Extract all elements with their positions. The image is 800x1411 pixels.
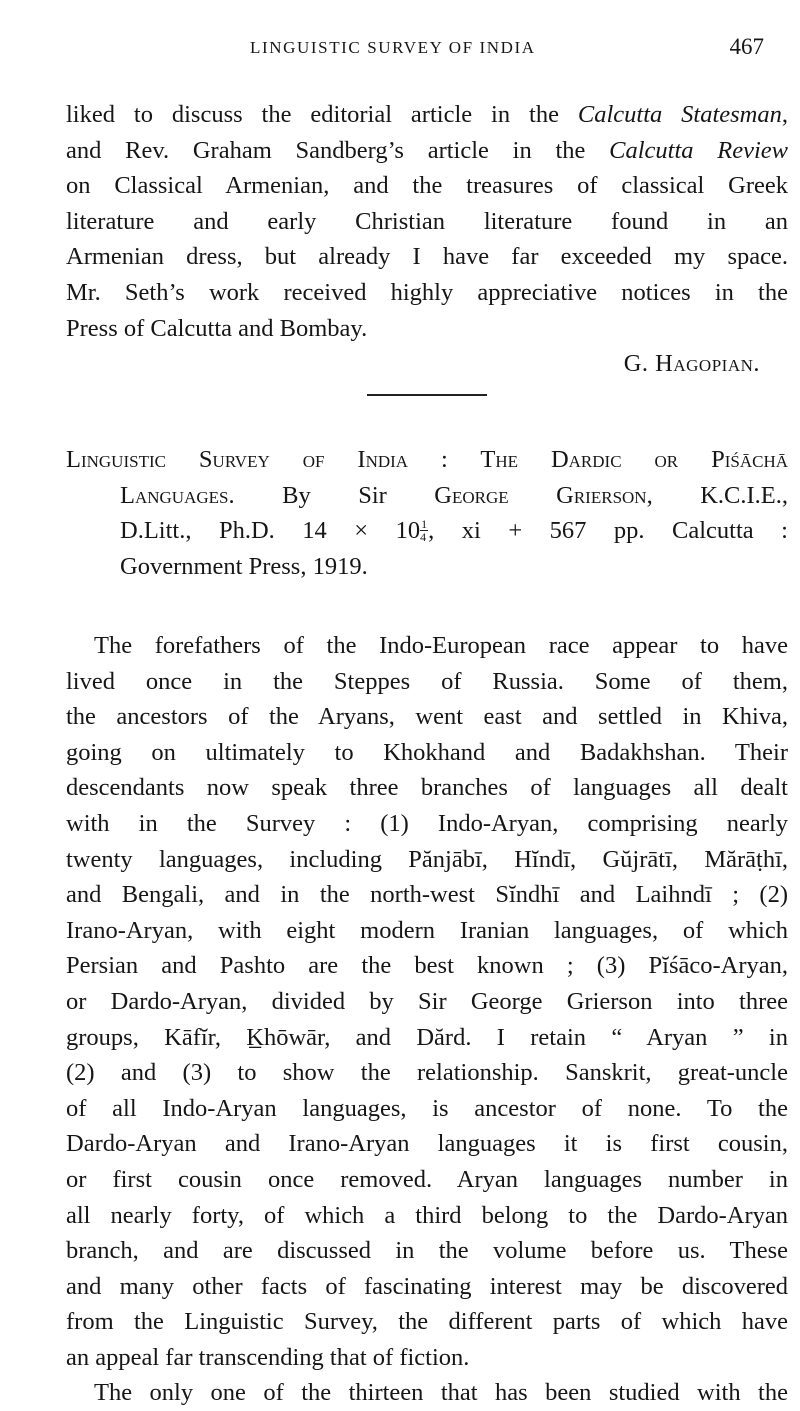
review-body xyxy=(66,628,788,1411)
italic-title: Calcutta Statesman xyxy=(577,101,782,128)
text-line: or first cousin once removed. Aryan languages number in xyxy=(66,1165,788,1193)
reviewer-signature: G. Hagopian. xyxy=(623,350,760,377)
text-line: The forefathers of the Indo-European race appear to have xyxy=(94,632,788,659)
citation-line: Government Press, 1919. xyxy=(120,552,368,580)
citation-line: Languages. By Sir George Grierson, K.C.I.E., xyxy=(120,481,789,509)
author-name: George Grierson xyxy=(434,481,647,509)
previous-review-conclusion xyxy=(66,97,788,346)
text-line: of all Indo-Aryan languages, is ancestor of none. To the xyxy=(66,1094,788,1122)
page-number: 467 xyxy=(729,34,764,59)
text-line: Persian and Pashto are the best known ; (3) Pĭśāco-Aryan, xyxy=(66,952,788,980)
section-divider-rule xyxy=(367,394,487,396)
italic-title: Calcutta Review xyxy=(609,136,789,164)
text-line: and Rev. Graham Sandberg’s article in the Calcutta Review xyxy=(66,136,789,164)
citation-line: D.Litt., Ph.D. 14 × 10 $\frac{1}{4}$ , xi + 567 pp. Calcutta : xyxy=(120,517,788,545)
text-line: liked to discuss the editorial article in the Calcutta Statesman, xyxy=(66,101,788,128)
text-line: from the Linguistic Survey, the different parts of which have xyxy=(66,1308,788,1336)
citation-title-line: Linguistic Survey of India : The Dardic or Piśāchā xyxy=(66,446,788,473)
text-line: descendants now speak three branches of languages all dealt xyxy=(66,774,788,802)
text-line: or Dardo-Aryan, divided by Sir George Grierson into three xyxy=(66,987,788,1015)
text-line: the ancestors of the Aryans, went east and settled in Khiva, xyxy=(66,703,788,731)
text-line: literature and early Christian literature found in an xyxy=(66,207,788,235)
text-line: an appeal far transcending that of fiction. xyxy=(66,1343,470,1371)
text-line: lived once in the Steppes of Russia. Some of them, xyxy=(66,667,788,695)
text-line: all nearly forty, of which a third belong to the Dardo-Aryan xyxy=(66,1201,788,1229)
text-line: with in the Survey : (1) Indo-Aryan, comprising nearly xyxy=(66,809,788,837)
text-line: going on ultimately to Khokhand and Badakhshan. Their xyxy=(66,738,788,766)
text-line: and Bengali, and in the north-west Sĭndhī and Laihndī ; (2) xyxy=(66,881,788,909)
text-line: twenty languages, including Pănjābī, Hĭndī, Gŭjrātī, Mărāṭhī, xyxy=(66,845,788,873)
text-line: and many other facts of fascinating interest may be discovered xyxy=(66,1272,788,1300)
text-line: Dardo-Aryan and Irano-Aryan languages it is first cousin, xyxy=(66,1130,788,1158)
running-header xyxy=(0,34,800,64)
book-citation xyxy=(66,442,788,584)
text-line: The only one of the thirteen that has been studied with the xyxy=(94,1379,788,1407)
text-line: on Classical Armenian, and the treasures of classical Greek xyxy=(66,172,788,200)
fraction: $\frac{1}{4}$ xyxy=(420,517,428,545)
text-line: Press of Calcutta and Bombay. xyxy=(66,314,368,342)
running-title: LINGUISTIC SURVEY OF INDIA xyxy=(250,38,536,57)
text-line: Mr. Seth’s work received highly appreciative notices in the xyxy=(66,278,788,306)
text-line: Irano-Aryan, with eight modern Iranian languages, of which xyxy=(66,916,788,944)
text-line: groups, Kāfĭr, K̲hōwār, and Dărd. I retain “ Aryan ” in xyxy=(66,1023,788,1051)
text-line: Armenian dress, but already I have far exceeded my space. xyxy=(66,243,788,271)
text-line: (2) and (3) to show the relationship. Sanskrit, great-uncle xyxy=(66,1059,788,1087)
text-line: branch, and are discussed in the volume before us. These xyxy=(66,1237,788,1265)
